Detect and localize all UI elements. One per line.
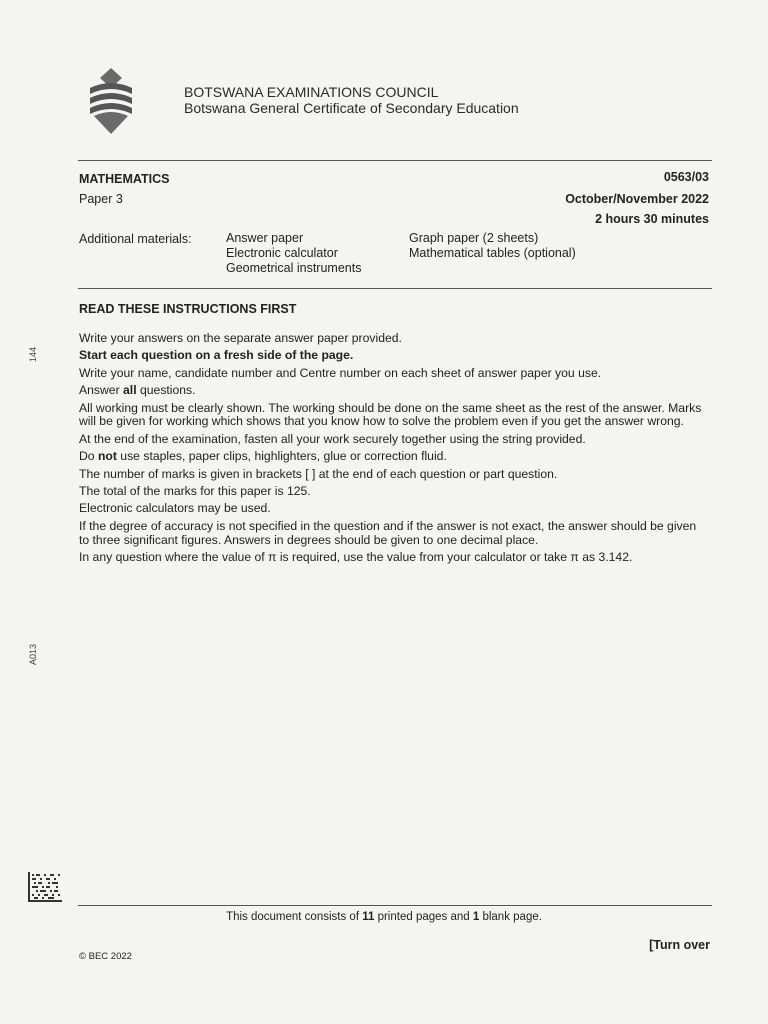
instructions-heading: READ THESE INSTRUCTIONS FIRST xyxy=(79,302,297,316)
instruction-line: Answer all questions. xyxy=(79,383,196,398)
copyright: © BEC 2022 xyxy=(79,951,132,962)
council-header xyxy=(184,84,519,116)
exam-session: October/November 2022 xyxy=(565,192,709,206)
material-item: Graph paper (2 sheets) xyxy=(409,231,539,245)
paper-code: 0563/03 xyxy=(663,170,709,184)
material-item: Geometrical instruments xyxy=(226,261,362,275)
materials-label: Additional materials: xyxy=(79,232,192,246)
subject-title: MATHEMATICS xyxy=(79,172,170,186)
instruction-line: In any question where the value of π is required, use the value from your calculator or take π as 3.142. xyxy=(79,549,633,564)
instruction-line: Do not use staples, paper clips, highlighters, glue or correction fluid. xyxy=(79,449,447,464)
side-number: 144 xyxy=(28,346,38,362)
instructions-list xyxy=(79,332,709,568)
instruction-line: At the end of the examination, fasten all your work securely together using the string provided. xyxy=(79,431,586,446)
instruction-line: All working must be clearly shown. The working should be done on the same sheet as the rest of the answer. Marks will be given for working which shows that you know how to solve the problem even if you get the answer wrong. xyxy=(79,400,702,429)
council-name: BOTSWANA EXAMINATIONS COUNCIL xyxy=(184,84,439,100)
page-count-note: This document consists of 11 printed pages and 1 blank page. xyxy=(226,911,542,923)
instruction-line: Write your name, candidate number and Centre number on each sheet of answer paper you use. xyxy=(79,365,602,380)
certificate-name: Botswana General Certificate of Secondary Education xyxy=(184,100,519,116)
material-item: Electronic calculator xyxy=(226,246,338,260)
instructions-divider xyxy=(78,288,712,289)
instruction-line: The number of marks is given in brackets [ ] at the end of each question or part question. xyxy=(79,466,558,481)
footer-divider xyxy=(78,905,712,906)
paper-number: Paper 3 xyxy=(79,192,123,206)
instruction-line: If the degree of accuracy is not specified in the question and if the answer is not exact, the answer should be given to three significant figures. Answers in degrees should be given to one decimal place. xyxy=(79,518,697,547)
instruction-line: Start each question on a fresh side of the page. xyxy=(79,348,354,363)
bec-logo-icon xyxy=(86,68,136,134)
instruction-line: Electronic calculators may be used. xyxy=(79,501,271,516)
side-code: A013 xyxy=(28,643,38,665)
datamatrix-code-icon xyxy=(28,872,62,902)
instruction-line: The total of the marks for this paper is 125. xyxy=(79,483,311,498)
exam-duration: 2 hours 30 minutes xyxy=(595,212,709,226)
materials-list-left xyxy=(226,231,361,276)
turn-over-note: [Turn over xyxy=(649,938,710,952)
top-divider xyxy=(78,160,712,161)
material-item: Answer paper xyxy=(226,231,304,245)
materials-list-right xyxy=(409,231,576,261)
instruction-line: Write your answers on the separate answer paper provided. xyxy=(79,331,402,345)
material-item: Mathematical tables (optional) xyxy=(409,246,576,260)
